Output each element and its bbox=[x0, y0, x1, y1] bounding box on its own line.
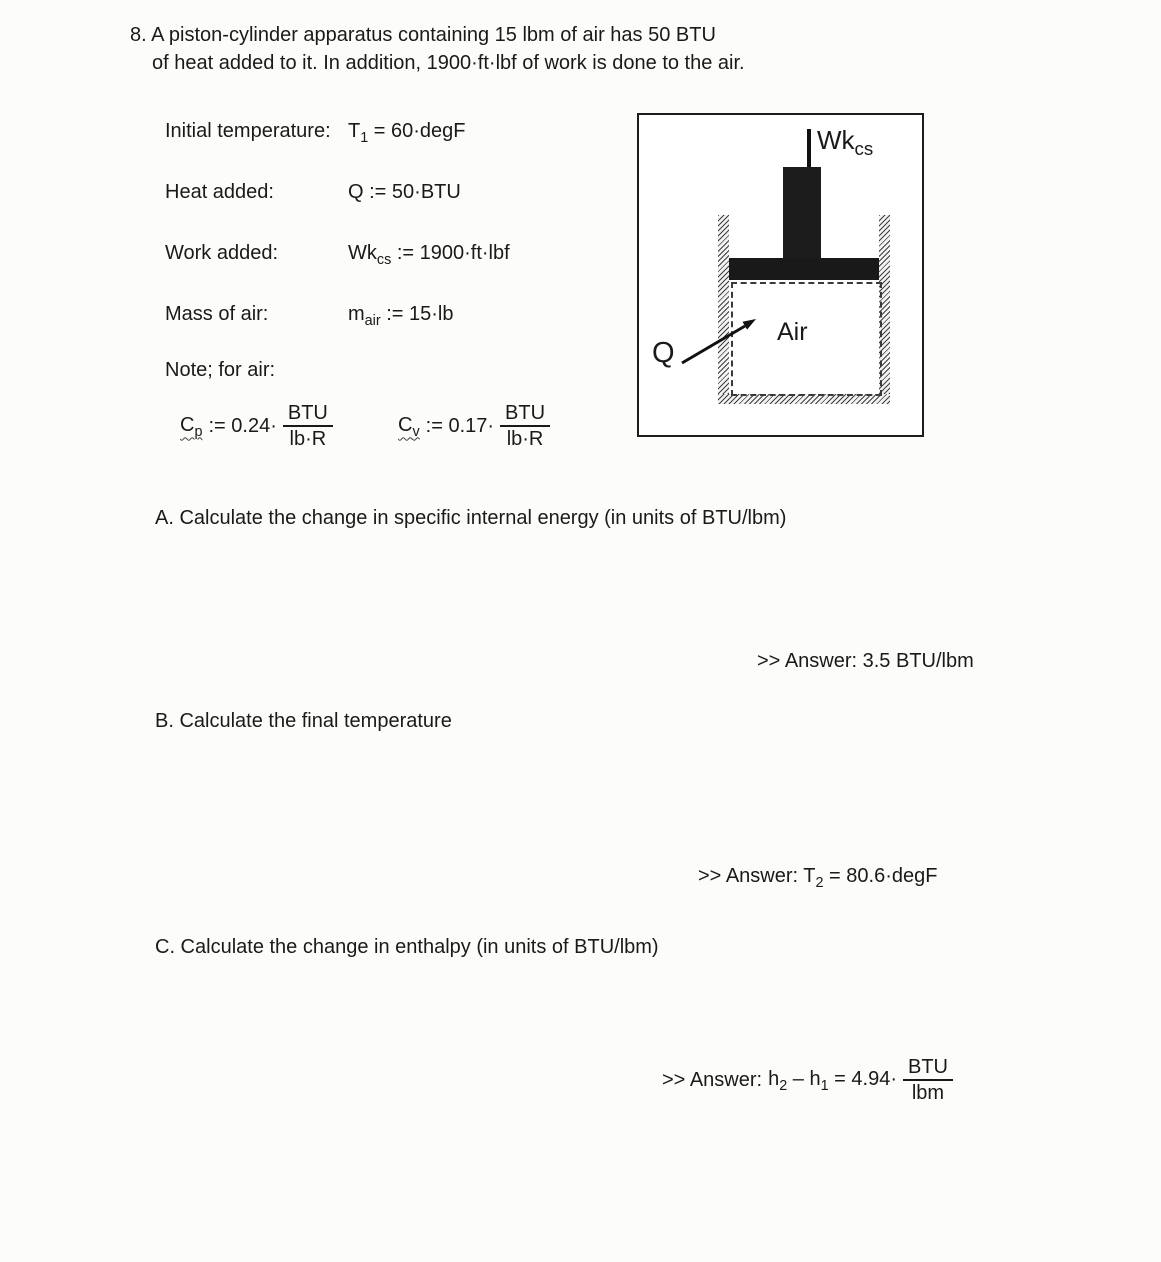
math-rest: := 15·lb bbox=[380, 303, 454, 325]
math-var: C bbox=[180, 413, 195, 436]
cv-definition bbox=[398, 402, 550, 451]
cv-assign: := 0.17· bbox=[425, 414, 495, 437]
heat-arrow bbox=[639, 115, 922, 431]
given-heat-added-label: Heat added: bbox=[165, 181, 274, 203]
cp-definition bbox=[180, 402, 333, 451]
cp-assign: := 0.24· bbox=[208, 414, 277, 437]
fraction-numerator: BTU bbox=[505, 402, 546, 424]
cp-fraction bbox=[283, 402, 333, 451]
piston-cylinder-diagram bbox=[637, 113, 924, 437]
answer-prefix: >> Answer: bbox=[662, 1068, 763, 1091]
fraction-denominator: lbm bbox=[903, 1079, 953, 1104]
cv-var bbox=[398, 414, 420, 439]
math-sub: air bbox=[364, 313, 381, 329]
math-operator: – bbox=[787, 1067, 810, 1090]
cp-var bbox=[180, 414, 202, 439]
problem-line1: A piston-cylinder apparatus containing 15 lbm of air has 50 BTU bbox=[151, 24, 716, 46]
math-sub: p bbox=[194, 423, 203, 440]
question-b: B. Calculate the final temperature bbox=[155, 710, 452, 732]
answer-a: >> Answer: 3.5 BTU/lbm bbox=[757, 650, 974, 672]
given-initial-temperature-value bbox=[348, 118, 466, 145]
problem-number: 8. bbox=[130, 24, 147, 46]
cv-fraction bbox=[500, 402, 550, 451]
question-a: A. Calculate the change in specific internal energy (in units of BTU/lbm) bbox=[155, 507, 787, 529]
math-sub: 1 bbox=[820, 1077, 829, 1094]
note-for-air: Note; for air: bbox=[165, 359, 276, 381]
fraction-numerator: BTU bbox=[907, 1056, 948, 1078]
heat-arrow-line bbox=[682, 326, 745, 363]
math-var: C bbox=[398, 413, 413, 436]
question-c: C. Calculate the change in enthalpy (in units of BTU/lbm) bbox=[155, 936, 659, 958]
problem-line2: of heat added to it. In addition, 1900·ft·lbf of work is done to the air. bbox=[152, 52, 745, 74]
given-work-added-label: Work added: bbox=[165, 242, 279, 264]
math-var: m bbox=[348, 303, 365, 325]
given-heat-added-value: Q := 50·BTU bbox=[348, 181, 461, 203]
fraction-denominator: lb·R bbox=[500, 425, 550, 450]
math-var: T bbox=[348, 120, 361, 142]
math-var: T bbox=[803, 865, 816, 887]
problem-statement-line1-row bbox=[130, 22, 716, 48]
math-sub: 2 bbox=[815, 875, 824, 891]
fraction-denominator: lb·R bbox=[283, 425, 333, 450]
given-mass-of-air-label: Mass of air: bbox=[165, 303, 269, 325]
answer-prefix: >> Answer: bbox=[698, 865, 804, 887]
answer-expression bbox=[768, 1068, 897, 1093]
answer-c bbox=[662, 1056, 953, 1105]
math-var: h bbox=[768, 1067, 780, 1090]
given-mass-of-air-value bbox=[348, 301, 454, 328]
air-label: Air bbox=[777, 318, 808, 346]
given-initial-temperature-label: Initial temperature: bbox=[165, 120, 331, 142]
math-sub: v bbox=[412, 423, 420, 440]
math-rest: = 60·degF bbox=[368, 120, 466, 142]
math-sub: 1 bbox=[360, 130, 369, 146]
work-label-sub: cs bbox=[854, 138, 874, 160]
math-rest: = 4.94· bbox=[828, 1067, 897, 1090]
fraction-numerator: BTU bbox=[287, 402, 328, 424]
given-work-added-value bbox=[348, 240, 510, 267]
math-sub: 2 bbox=[779, 1077, 788, 1094]
heat-label: Q bbox=[652, 337, 675, 369]
math-sub: cs bbox=[376, 252, 392, 268]
math-rest: = 80.6·degF bbox=[823, 865, 938, 887]
answer-b bbox=[698, 863, 937, 890]
math-var: h bbox=[809, 1067, 821, 1090]
answer-c-fraction bbox=[903, 1056, 953, 1105]
work-label-var: Wk bbox=[817, 125, 855, 155]
math-var: Wk bbox=[348, 242, 377, 264]
math-rest: := 1900·ft·lbf bbox=[391, 242, 510, 264]
